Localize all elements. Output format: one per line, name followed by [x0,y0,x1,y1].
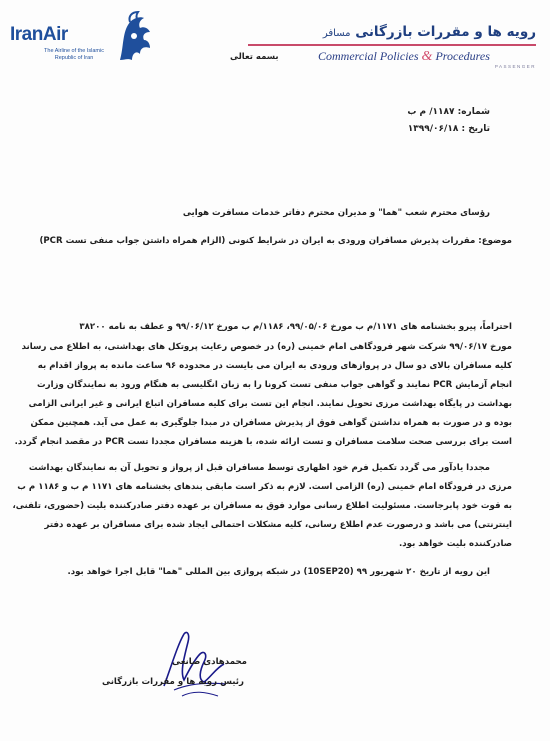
header-title-main: رویه ها و مقررات بازرگانی [355,24,536,40]
p2-line: اینترنتی) می باشد و درصورت عدم اطلاع رسانی، کلیه مشکلات احتمالی ایجاد شده برای مسافران بر عهده دفتر [44,520,512,530]
p2-line: مرزی در فرودگاه امام خمینی (ره) الزامی است. لازم به ذکر است مابقی بندهای بخشنامه های ۱۱۷۱ م ب و ۱۱۸۶ م ب [17,482,512,492]
homa-bird-icon [114,10,156,68]
p1-line: بوده و در صورت به همراه نداشتن گواهی فوق از پذیرش مسافران در مبدا جلوگیری به عمل می آید. همچنین ممکن [30,418,512,428]
letter-date: تاریخ : ۱۳۹۹/۰۶/۱۸ [407,124,490,134]
logo-subtitle: The Airline of the Islamic Republic of Iran [44,48,104,61]
header-title-suffix: مسافر [322,28,351,39]
logo-wordmark: IranAir [10,24,68,45]
signatory-role: رئیس رویه ها و مقررات بازرگانی [102,677,244,687]
p1-line: احتراماً، پیرو بخشنامه های ۱۱۷۱/م ب مورخ ۹۹/۰۵/۰۶، ۱۱۸۶/م ب مورخ ۹۹/۰۶/۱۲ و عطف به نامه ۳۸۲۰۰ [79,322,512,332]
header-en-part2: Procedures [435,49,490,63]
p1-line: کلیه مسافران بالای دو سال در پروازهای ورودی به ایران می بایست در محدوده ۹۶ ساعت مانده به پرواز اقدام به [37,361,512,371]
header-en-sub: PASSENGER [494,64,536,69]
p1-line: بهداشت در پایگاه بهداشت مرزی تحویل نمایند. انجام این تست برای کلیه مسافران اتباع ایرانی و غیر ایرانی الزامی [28,399,512,409]
header-title-fa [323,24,536,40]
header-title-en [318,49,490,65]
basmala: بسمه تعالی [230,52,279,62]
header-en-amp: & [421,49,433,64]
p1-line: است برای بررسی صحت سلامت مسافران و تست ارائه شده، با هزینه مسافران مجددا تست PCR در مقصد انجام گردد. [14,437,512,447]
letter-number: شماره: ۱۱۸۷/ م ب [407,107,490,117]
p2-line: صادرکننده بلیت خواهد بود. [399,539,512,549]
p1-line: انجام آزمایش PCR نمایند و گواهی جواب منفی تست کرونا را به زبان انگلیسی به هنگام ورود به نمایندگان وزارت [36,380,512,390]
subject: موضوع: مقررات پذیرش مسافران ورودی به ایران در شرایط کنونی (الزام همراه داشتن جواب منفی تست PCR) [39,236,512,246]
header-divider [248,44,536,46]
p2-line: مجددا یادآور می گردد تکمیل فرم خود اظهاری توسط مسافران قبل از پرواز و تحویل آن به نمایندگان بهداشت [28,463,490,473]
header-en-part1: Commercial Policies [318,49,419,63]
signatory-name: محمدهادی صانعی [172,657,248,667]
iranair-logo [10,6,160,68]
p3-line: این رویه از تاریخ ۲۰ شهریور ۹۹ (10SEP20) در شبکه پروازی بین المللی "هما" قابل اجرا خواهد بود. [67,567,490,577]
recipients: رؤسای محترم شعب "هما" و مدیران محترم دفاتر خدمات مسافرت هوایی [182,208,490,218]
p1-line: مورخ ۹۹/۰۶/۱۷ شرکت شهر فرودگاهی امام خمینی (ره) در خصوص رعایت پروتکل های بهداشتی، به اطلاع می رساند [21,342,512,352]
p2-line: به قوت خود پابرجاست. مسئولیت اطلاع رسانی موارد فوق به مسافران بر عهده دفتر صادرکننده بلیت (حضوری، تلفنی، [12,501,512,511]
